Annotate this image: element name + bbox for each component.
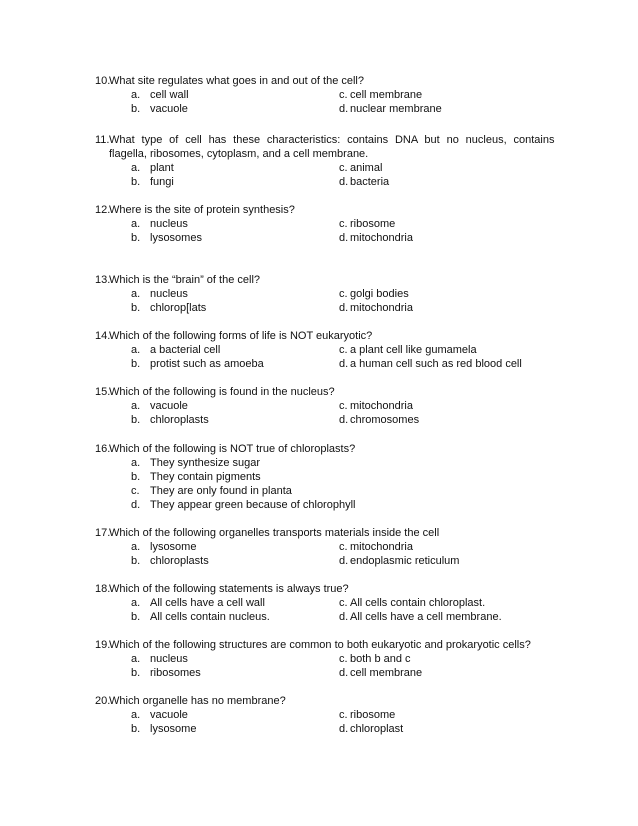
option-letter: c.	[339, 709, 348, 721]
option-text: nuclear membrane	[350, 103, 442, 115]
question-text: Which of the following structures are common to both eukaryotic and prokaryotic cells?	[109, 639, 531, 651]
question-text: Which is the “brain” of the cell?	[109, 274, 261, 286]
option-text: both b and c	[350, 653, 411, 665]
question-18	[95, 582, 571, 624]
option-letter: d.	[339, 176, 349, 188]
option-text: All cells contain nucleus.	[150, 611, 270, 623]
option-text: vacuole	[150, 103, 188, 115]
question-17	[95, 526, 571, 568]
option-text: All cells contain chloroplast.	[350, 597, 486, 609]
option-letter: d.	[339, 611, 349, 623]
option-letter: c.	[339, 400, 348, 412]
question-text: Which of the following statements is always true?	[109, 583, 349, 595]
option-text: chlorop[lats	[150, 302, 207, 314]
option-letter: a.	[131, 344, 141, 356]
option-letter: c.	[131, 485, 140, 497]
option-letter: b.	[131, 302, 141, 314]
option-letter: a.	[131, 597, 141, 609]
option-letter: d.	[131, 499, 141, 511]
option-letter: c.	[339, 89, 348, 101]
question-number: 17.	[95, 527, 111, 539]
option-letter: a.	[131, 288, 141, 300]
question-12	[95, 203, 571, 245]
question-text: Which of the following organelles transports materials inside the cell	[109, 527, 440, 539]
option-letter: b.	[131, 471, 141, 483]
question-text: Which of the following is found in the nucleus?	[109, 386, 335, 398]
option-text: chloroplasts	[150, 414, 209, 426]
option-text: a bacterial cell	[150, 344, 221, 356]
option-text: All cells have a cell wall	[150, 597, 265, 609]
question-text: What type of cell has these characteristics: contains DNA but no nucleus, contains	[109, 134, 555, 146]
option-letter: a.	[131, 541, 141, 553]
option-text: They synthesize sugar	[150, 457, 261, 469]
option-letter: d.	[339, 723, 349, 735]
option-letter: d.	[339, 103, 349, 115]
question-number: 12.	[95, 204, 111, 216]
option-text: cell membrane	[350, 667, 423, 679]
question-text-line2: flagella, ribosomes, cytoplasm, and a cell membrane.	[109, 148, 369, 160]
question-number: 10.	[95, 75, 111, 87]
option-text: animal	[350, 162, 383, 174]
option-text: protist such as amoeba	[150, 358, 264, 370]
question-number: 13.	[95, 274, 111, 286]
question-number: 18.	[95, 583, 111, 595]
option-letter: a.	[131, 89, 141, 101]
question-number: 16.	[95, 443, 111, 455]
option-letter: c.	[339, 162, 348, 174]
option-letter: a.	[131, 457, 141, 469]
option-text: lysosome	[150, 723, 197, 735]
option-letter: a.	[131, 709, 141, 721]
option-letter: c.	[339, 344, 348, 356]
option-letter: b.	[131, 358, 141, 370]
option-text: mitochondria	[350, 400, 413, 412]
question-text: Which organelle has no membrane?	[109, 695, 286, 707]
option-letter: a.	[131, 218, 141, 230]
option-text: chloroplasts	[150, 555, 209, 567]
question-15	[95, 385, 571, 427]
question-16	[95, 442, 571, 512]
question-10	[95, 74, 571, 116]
option-text: nucleus	[150, 653, 188, 665]
option-letter: a.	[131, 400, 141, 412]
option-letter: a.	[131, 162, 141, 174]
option-text: They contain pigments	[150, 471, 261, 483]
question-number: 15.	[95, 386, 111, 398]
question-text: Which of the following is NOT true of chloroplasts?	[109, 443, 356, 455]
option-letter: b.	[131, 723, 141, 735]
option-letter: d.	[339, 302, 349, 314]
option-text: fungi	[150, 176, 174, 188]
option-text: endoplasmic reticulum	[350, 555, 460, 567]
option-letter: d.	[339, 414, 349, 426]
option-letter: c.	[339, 597, 348, 609]
option-text: They are only found in planta	[150, 485, 292, 497]
question-19	[95, 638, 571, 680]
option-text: ribosomes	[150, 667, 201, 679]
option-text: They appear green because of chlorophyll	[150, 499, 356, 511]
option-letter: b.	[131, 611, 141, 623]
option-letter: b.	[131, 667, 141, 679]
question-14	[95, 329, 571, 371]
option-text: nucleus	[150, 288, 188, 300]
question-20	[95, 694, 571, 736]
option-text: nucleus	[150, 218, 188, 230]
option-text: mitochondria	[350, 302, 413, 314]
option-letter: d.	[339, 555, 349, 567]
question-number: 11.	[95, 134, 110, 146]
option-text: ribosome	[350, 709, 396, 721]
question-text: Where is the site of protein synthesis?	[109, 204, 295, 216]
question-number: 19.	[95, 639, 111, 651]
option-text: cell membrane	[350, 89, 423, 101]
option-text: golgi bodies	[350, 288, 409, 300]
option-text: a plant cell like gumamela	[350, 344, 477, 356]
option-text: chloroplast	[350, 723, 404, 735]
option-letter: d.	[339, 232, 349, 244]
question-text: What site regulates what goes in and out of the cell?	[109, 75, 364, 87]
option-text: lysosome	[150, 541, 197, 553]
option-letter: c.	[339, 218, 348, 230]
question-text: Which of the following forms of life is NOT eukaryotic?	[109, 330, 373, 342]
option-letter: d.	[339, 358, 349, 370]
option-text: All cells have a cell membrane.	[350, 611, 502, 623]
option-letter: b.	[131, 176, 141, 188]
option-text: cell wall	[150, 89, 189, 101]
option-text: plant	[150, 162, 174, 174]
question-number: 20.	[95, 695, 111, 707]
option-letter: d.	[339, 667, 349, 679]
option-letter: c.	[339, 653, 348, 665]
question-13	[95, 273, 571, 315]
option-letter: b.	[131, 414, 141, 426]
option-letter: a.	[131, 653, 141, 665]
option-letter: c.	[339, 288, 348, 300]
option-letter: b.	[131, 232, 141, 244]
option-text: mitochondria	[350, 541, 413, 553]
question-11	[95, 133, 571, 189]
option-text: bacteria	[350, 176, 390, 188]
option-text: chromosomes	[350, 414, 420, 426]
option-text: lysosomes	[150, 232, 202, 244]
option-letter: c.	[339, 541, 348, 553]
option-letter: b.	[131, 103, 141, 115]
option-text: vacuole	[150, 709, 188, 721]
option-text: ribosome	[350, 218, 396, 230]
option-letter: b.	[131, 555, 141, 567]
option-text: a human cell such as red blood cell	[350, 358, 522, 370]
option-text: mitochondria	[350, 232, 413, 244]
question-number: 14.	[95, 330, 111, 342]
option-text: vacuole	[150, 400, 188, 412]
